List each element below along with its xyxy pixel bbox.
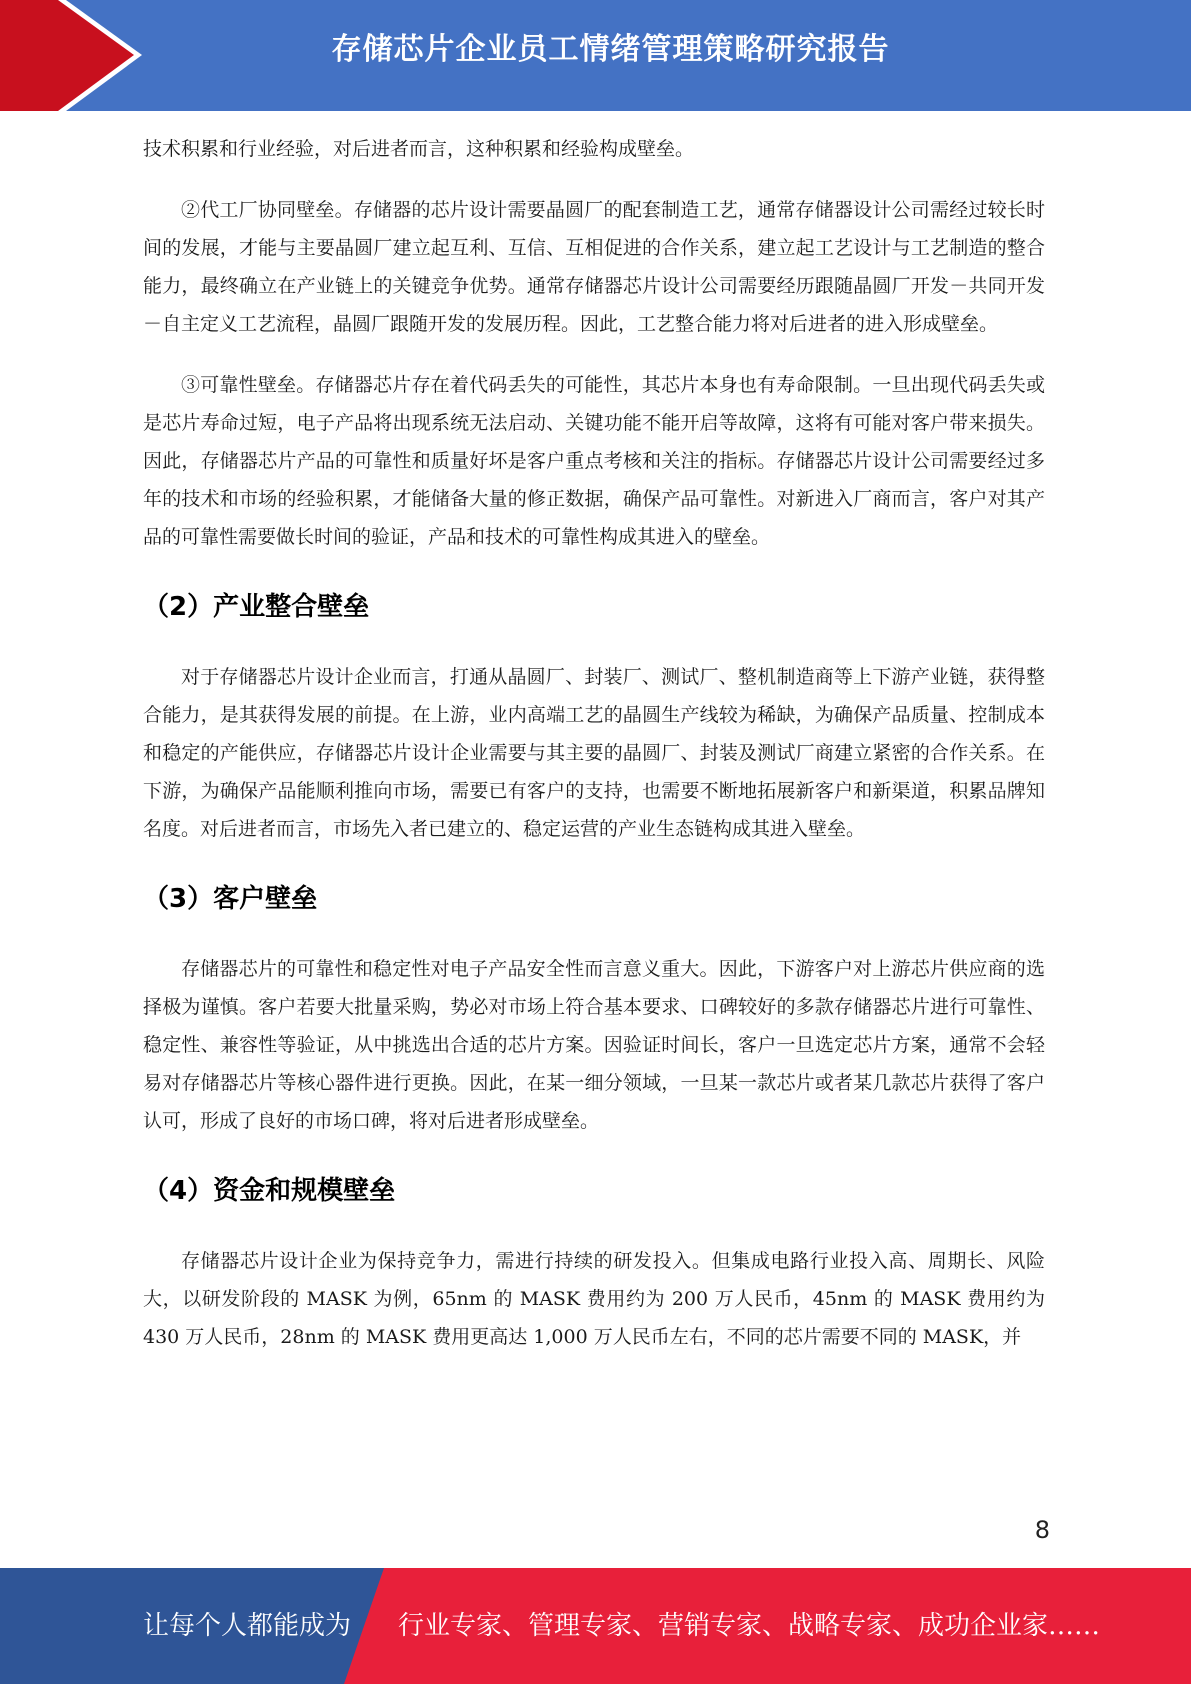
page-header xyxy=(0,0,1191,111)
paragraph-intro: 技术积累和行业经验，对后进者而言，这种积累和经验构成壁垒。 xyxy=(143,138,695,160)
section-heading-capital-scale: （4）资金和规模壁垒 xyxy=(143,1176,396,1206)
paragraph-capital-scale: 存储器芯片设计企业为保持竞争力，需进行持续的研发投入。但集成电路行业投入高、周期长、风险大，以研发阶段的 MASK 为例，65nm 的 MASK 费用约为 200 万人民币，45nm 的 MASK 费用约为 430 万人民币，28nm 的 MASK 费用更高达 1,000 万人民币左右，不同的芯片需要不同的 MASK，并 xyxy=(143,1250,1045,1348)
paragraph-customer-barrier: 存储器芯片的可靠性和稳定性对电子产品安全性而言意义重大。因此，下游客户对上游芯片供应商的选择极为谨慎。客户若要大批量采购，势必对市场上符合基本要求、口碑较好的多款存储器芯片进行可靠性、稳定性、兼容性等验证，从中挑选出合适的芯片方案。因验证时间长，客户一旦选定芯片方案，通常不会轻易对存储器芯片等核心器件进行更换。因此，在某一细分领域，一旦某一款芯片或者某几款芯片获得了客户认可，形成了良好的市场口碑，将对后进者形成壁垒。 xyxy=(143,958,1045,1132)
report-title: 存储芯片企业员工情绪管理策略研究报告 xyxy=(331,32,890,67)
footer-slogan-right: 行业专家、管理专家、营销专家、战略专家、成功企业家…… xyxy=(398,1611,1101,1641)
document-body xyxy=(143,130,1045,1356)
page-footer xyxy=(0,1568,1191,1684)
footer-slogan-left: 让每个人都能成为 xyxy=(143,1611,352,1641)
paragraph-reliability-barrier: ③可靠性壁垒。存储器芯片存在着代码丢失的可能性，其芯片本身也有寿命限制。一旦出现代码丢失或是芯片寿命过短，电子产品将出现系统无法启动、关键功能不能开启等故障，这将有可能对客户带来损失。因此，存储器芯片产品的可靠性和质量好坏是客户重点考核和关注的指标。存储器芯片设计公司需要经过多年的技术和市场的经验积累，才能储备大量的修正数据，确保产品可靠性。对新进入厂商而言，客户对其产品的可靠性需要做长时间的验证，产品和技术的可靠性构成其进入的壁垒。 xyxy=(143,374,1045,548)
page-number: 8 xyxy=(1034,1516,1050,1544)
paragraph-foundry-barrier: ②代工厂协同壁垒。存储器的芯片设计需要晶圆厂的配套制造工艺，通常存储器设计公司需经过较长时间的发展，才能与主要晶圆厂建立起互利、互信、互相促进的合作关系，建立起工艺设计与工艺制造的整合能力，最终确立在产业链上的关键竞争优势。通常存储器芯片设计公司需要经历跟随晶圆厂开发－共同开发－自主定义工艺流程，晶圆厂跟随开发的发展历程。因此，工艺整合能力将对后进者的进入形成壁垒。 xyxy=(143,199,1045,335)
section-heading-customer-barrier: （3）客户壁垒 xyxy=(143,884,318,914)
section-heading-industry-integration: （2）产业整合壁垒 xyxy=(143,592,370,622)
paragraph-industry-integration: 对于存储器芯片设计企业而言，打通从晶圆厂、封装厂、测试厂、整机制造商等上下游产业链，获得整合能力，是其获得发展的前提。在上游，业内高端工艺的晶圆生产线较为稀缺，为确保产品质量、控制成本和稳定的产能供应，存储器芯片设计企业需要与其主要的晶圆厂、封装及测试厂商建立紧密的合作关系。在下游，为确保产品能顺利推向市场，需要已有客户的支持，也需要不断地拓展新客户和新渠道，积累品牌知名度。对后进者而言，市场先入者已建立的、稳定运营的产业生态链构成其进入壁垒。 xyxy=(143,666,1045,840)
